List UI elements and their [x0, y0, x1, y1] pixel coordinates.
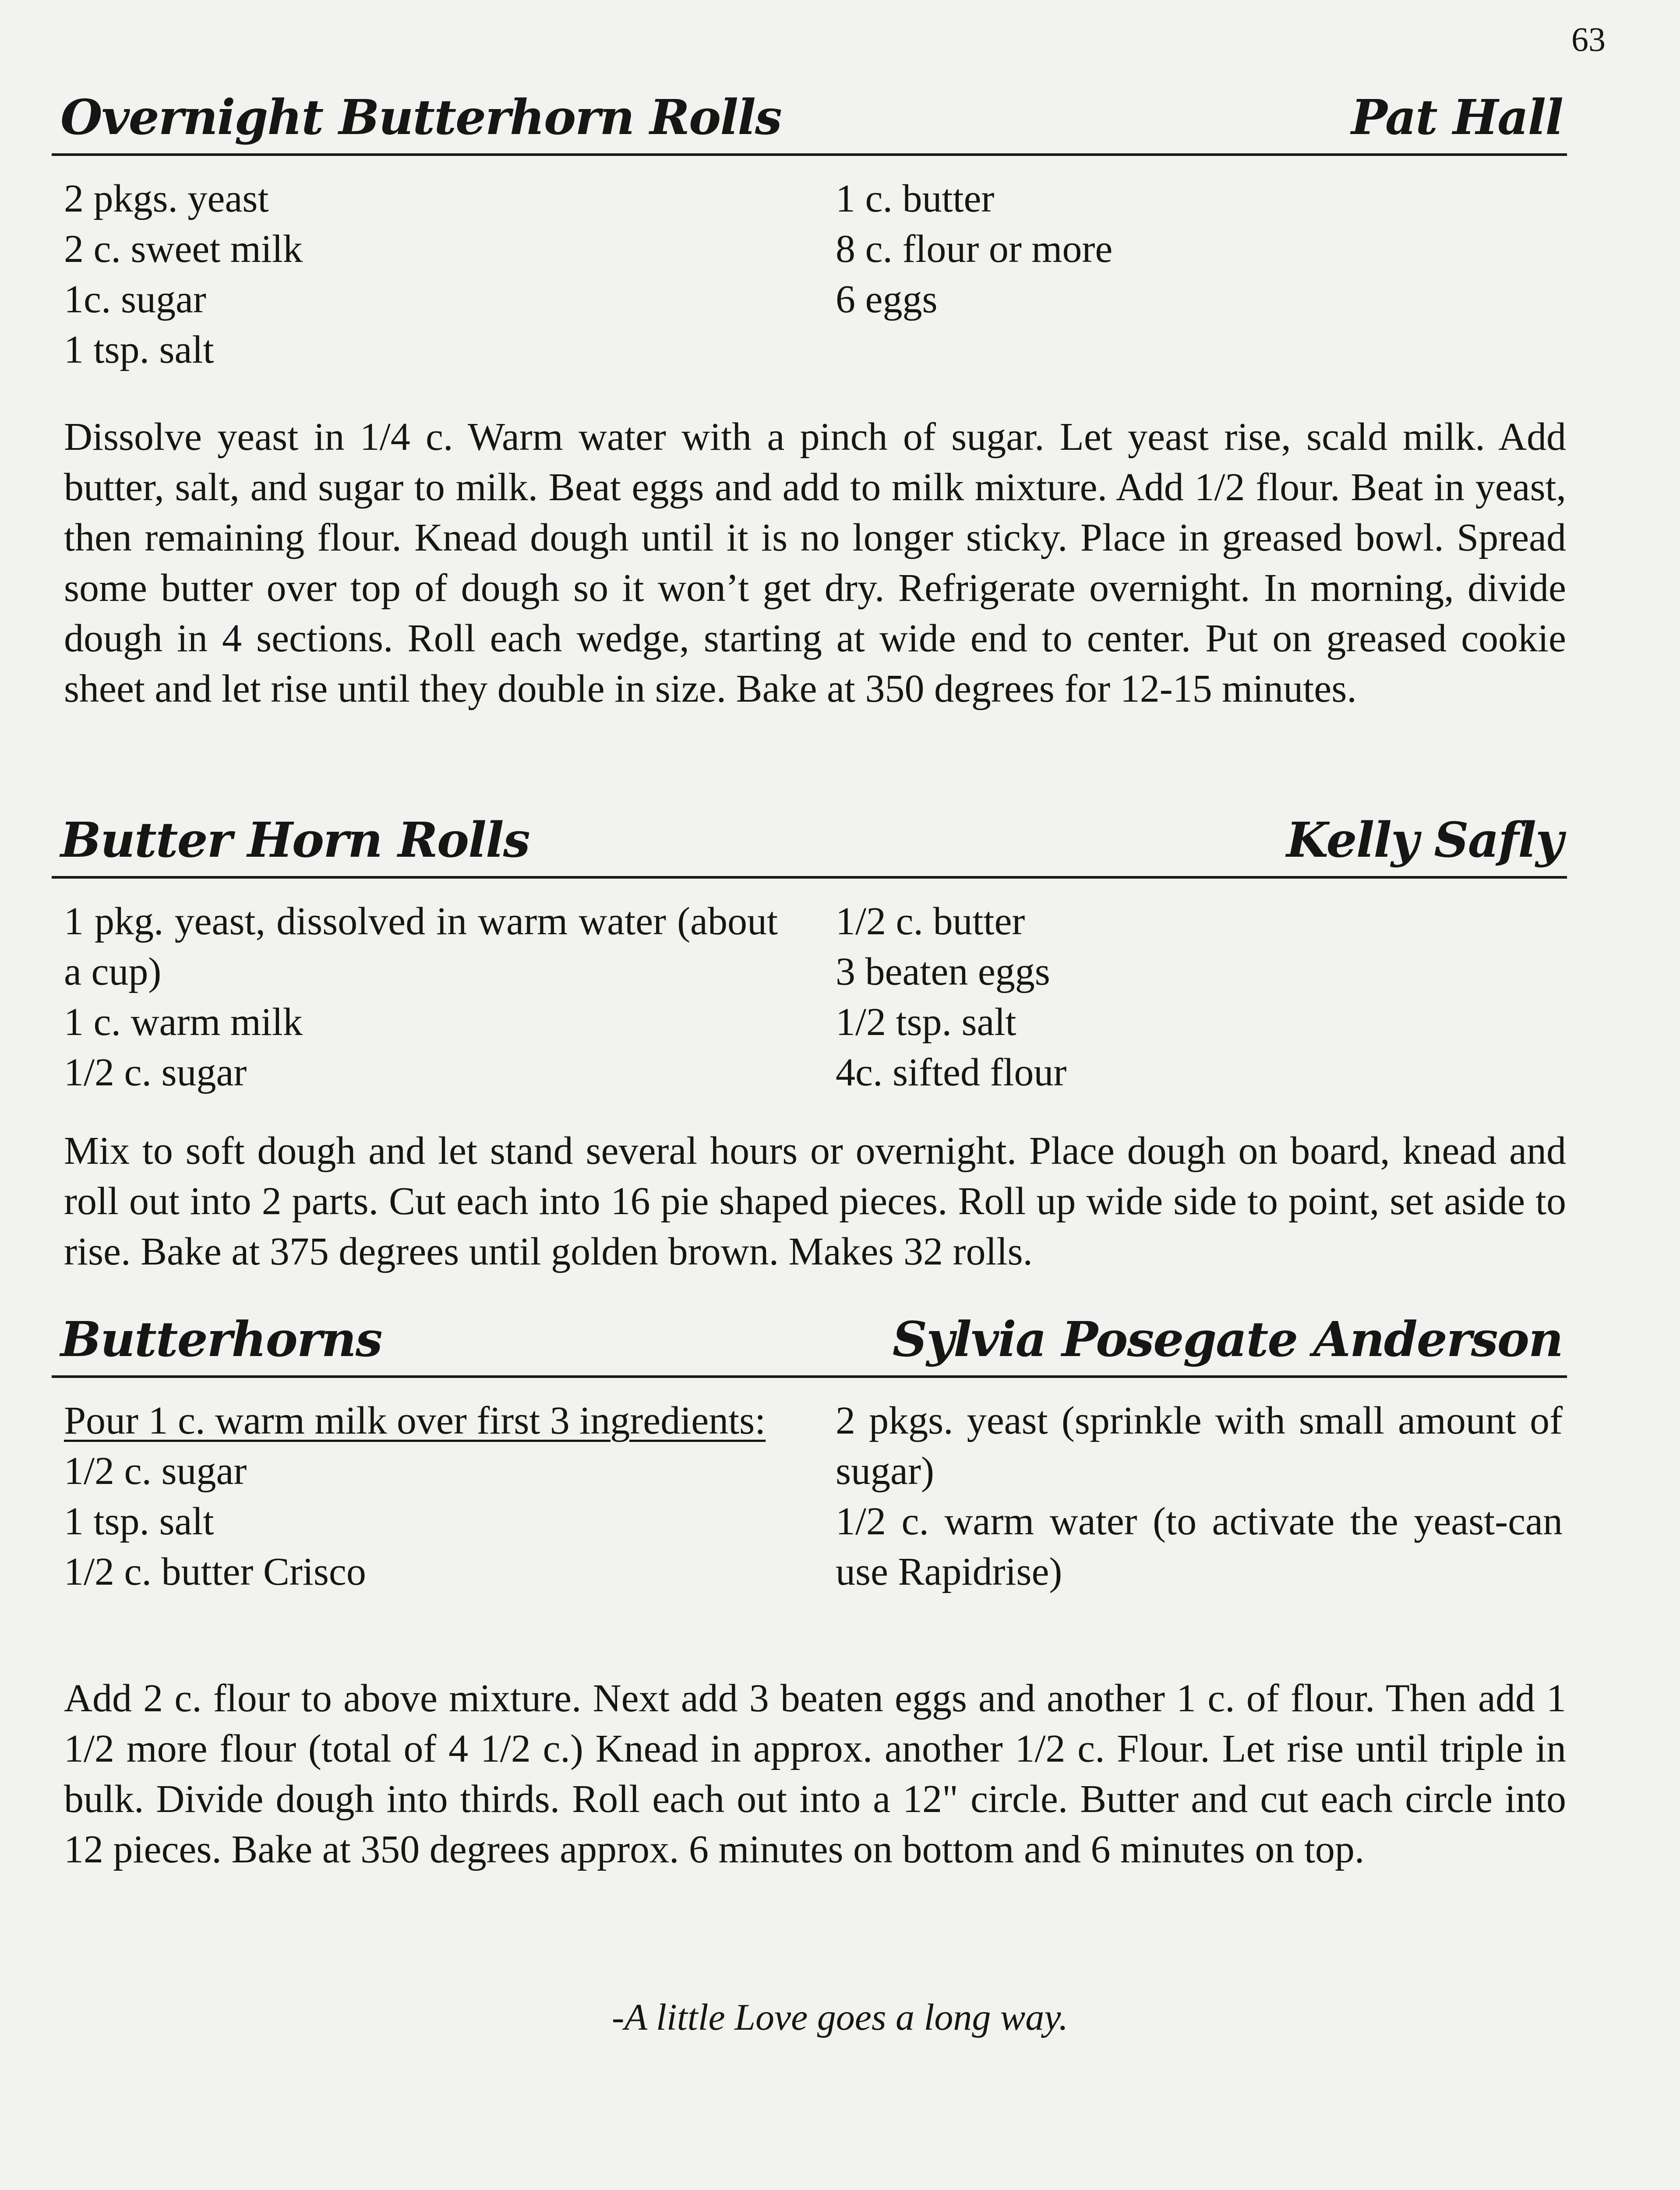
ingredients-right	[836, 1395, 1563, 1597]
ingredient: 1/2 tsp. salt	[836, 1000, 1016, 1044]
ingredients-left	[64, 173, 778, 375]
ingredient: 1/2 c. sugar	[64, 1449, 247, 1493]
recipe-title: Butter Horn Rolls	[60, 812, 529, 868]
ingredient: 1c. sugar	[64, 278, 206, 321]
recipe-author: Sylvia Posegate Anderson	[892, 1311, 1563, 1367]
ingredient: 1 c. warm milk	[64, 1000, 303, 1044]
ingredients-intro: Pour 1 c. warm milk over first 3 ingredients:	[64, 1399, 766, 1442]
ingredient: 3 beaten eggs	[836, 950, 1050, 993]
ingredient: 1 tsp. salt	[64, 328, 214, 371]
ingredient: 1 pkg. yeast, dissolved in warm water (about a cup)	[64, 900, 778, 993]
ingredients-right	[836, 173, 1563, 325]
ingredient: 1 c. butter	[836, 177, 995, 220]
ingredient: 2 pkgs. yeast	[64, 177, 269, 220]
recipe-header	[52, 1310, 1567, 1378]
ingredient: 8 c. flour or more	[836, 227, 1113, 271]
ingredients-left	[64, 896, 778, 1098]
recipe-author: Pat Hall	[1351, 89, 1563, 145]
recipe-directions: Add 2 c. flour to above mixture. Next add 3 beaten eggs and another 1 c. of flour. Then add 1 1/2 more flour (total of 4 1/2 c.) Knead in approx. another 1/2 c. Flour. Let rise until triple in bulk. Divide dough into thirds. Roll each out into a 12" circle. Butter and cut each circle into 12 pieces. Bake at 350 degrees approx. 6 minutes on bottom and 6 minutes on top.	[64, 1677, 1566, 1871]
page-number: 63	[1571, 20, 1606, 58]
recipe-title: Butterhorns	[60, 1311, 382, 1367]
ingredient: 4c. sifted flour	[836, 1051, 1067, 1094]
footer-quote: -A little Love goes a long way.	[611, 1996, 1069, 2038]
recipe-author: Kelly Safly	[1286, 812, 1563, 868]
recipe-directions: Mix to soft dough and let stand several hours or overnight. Place dough on board, knead and roll out into 2 parts. Cut each into 16 pie shaped pieces. Roll up wide side to point, set aside to rise. Bake at 375 degrees until golden brown. Makes 32 rolls.	[64, 1129, 1566, 1273]
ingredient: 6 eggs	[836, 278, 938, 321]
ingredient: 2 c. sweet milk	[64, 227, 303, 271]
ingredients-right	[836, 896, 1563, 1098]
ingredient: 1/2 c. butter Crisco	[64, 1550, 366, 1593]
ingredient: 2 pkgs. yeast (sprinkle with small amount of sugar)	[836, 1399, 1563, 1493]
ingredient: 1/2 c. butter	[836, 900, 1025, 943]
recipe-header	[52, 810, 1567, 879]
recipe-overnight-butterhorn-rolls	[52, 88, 1567, 710]
recipe-butterhorns	[52, 1310, 1567, 1871]
ingredient: 1/2 c. sugar	[64, 1051, 247, 1094]
ingredient: 1 tsp. salt	[64, 1500, 214, 1543]
recipe-directions: Dissolve yeast in 1/4 c. Warm water with a pinch of sugar. Let yeast rise, scald milk. Add butter, salt, and sugar to milk. Beat eggs and add to milk mixture. Add 1/2 flour. Beat in yeast, then remaining flour. Knead dough until it is no longer sticky. Place in greased bowl. Spread some butter over top of dough so it won’t get dry. Refrigerate overnight. In morning, divide dough in 4 sections. Roll each wedge, starting at wide end to center. Put on greased cookie sheet and let rise until they double in size. Bake at 350 degrees for 12-15 minutes.	[64, 415, 1566, 710]
ingredient: 1/2 c. warm water (to activate the yeast-can use Rapidrise)	[836, 1500, 1563, 1593]
recipe-header	[52, 88, 1567, 156]
ingredients-left	[64, 1395, 778, 1597]
recipe-title: Overnight Butterhorn Rolls	[60, 89, 781, 145]
recipe-butter-horn-rolls	[52, 810, 1567, 1273]
